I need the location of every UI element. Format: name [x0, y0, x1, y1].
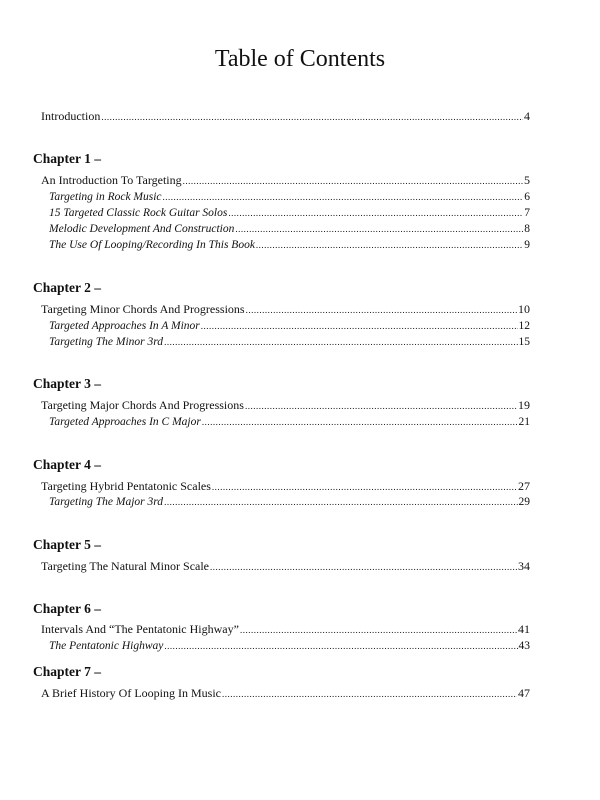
chapter-1-heading: Chapter 1 –: [33, 151, 102, 166]
dot-leader: [201, 318, 518, 334]
page-title: Table of Contents: [214, 46, 386, 72]
toc-entry-introduction[interactable]: [41, 108, 530, 125]
chapter-6-heading: Chapter 6 –: [33, 601, 102, 616]
dot-leader: [183, 173, 523, 189]
toc-page-number: 9: [524, 239, 530, 251]
toc-entry-label: An Introduction To Targeting: [41, 173, 182, 187]
dot-leader: [212, 479, 517, 495]
toc-entry-label: Intervals And “The Pentatonic Highway”: [41, 622, 239, 636]
toc-entry-chapter-4[interactable]: [41, 478, 530, 495]
toc-page-number: 7: [524, 207, 530, 219]
chapter-7-heading: Chapter 7 –: [33, 664, 102, 679]
toc-subentry[interactable]: [49, 414, 530, 430]
chapter-4-heading: Chapter 4 –: [33, 457, 102, 472]
dot-leader: [164, 494, 517, 510]
toc-page-number: 47: [518, 686, 530, 700]
toc-entry-chapter-7[interactable]: [41, 685, 530, 702]
dot-leader: [101, 109, 523, 125]
toc-entry-chapter-2[interactable]: [41, 301, 530, 318]
toc-entry-label: Targeted Approaches In A Minor: [49, 320, 200, 332]
toc-entry-label: Targeting Hybrid Pentatonic Scales: [41, 479, 211, 493]
dot-leader: [240, 622, 517, 638]
toc-subentry[interactable]: [49, 318, 530, 334]
dot-leader: [163, 189, 524, 205]
toc-entry-label: Targeting The Natural Minor Scale: [41, 559, 209, 573]
toc-subentry[interactable]: [49, 494, 530, 510]
toc-page-number: 15: [518, 336, 530, 348]
toc-page-number: 29: [518, 496, 530, 508]
toc-subentry[interactable]: [49, 189, 530, 205]
toc-entry-label: Targeted Approaches In C Major: [49, 416, 201, 428]
toc-entry-chapter-5[interactable]: [41, 558, 530, 575]
toc-entry-label: 15 Targeted Classic Rock Guitar Solos: [49, 207, 228, 219]
dot-leader: [164, 334, 517, 350]
toc-page-number: 21: [518, 416, 530, 428]
toc-page-number: 6: [524, 191, 530, 203]
dot-leader: [245, 398, 517, 414]
toc-entry-label: Targeting Minor Chords And Progressions: [41, 302, 245, 316]
toc-page-number: 4: [524, 109, 530, 123]
toc-entry-label: Introduction: [41, 109, 101, 123]
toc-page-number: 10: [518, 302, 530, 316]
toc-entry-chapter-6[interactable]: [41, 621, 530, 638]
toc-page-number: 5: [524, 173, 530, 187]
toc-page-number: 12: [518, 320, 530, 332]
toc-entry-label: Targeting The Minor 3rd: [49, 336, 164, 348]
toc-entry-chapter-3[interactable]: [41, 397, 530, 414]
toc-page-number: 41: [518, 622, 530, 636]
toc-entry-label: Melodic Development And Construction: [49, 223, 235, 235]
toc-entry-label: Targeting in Rock Music: [49, 191, 162, 203]
toc-entry-chapter-1[interactable]: [41, 172, 530, 189]
dot-leader: [246, 302, 517, 318]
chapter-3-heading: Chapter 3 –: [33, 376, 102, 391]
chapter-5-heading: Chapter 5 –: [33, 537, 102, 552]
toc-page-number: 19: [518, 398, 530, 412]
toc-subentry[interactable]: [49, 237, 530, 253]
toc-entry-label: The Pentatonic Highway: [49, 640, 164, 652]
toc-page-number: 8: [524, 223, 530, 235]
toc-subentry[interactable]: [49, 638, 530, 654]
toc-subentry[interactable]: [49, 334, 530, 350]
toc-page-number: 43: [518, 640, 530, 652]
toc-entry-label: The Use Of Looping/Recording In This Book: [49, 239, 255, 251]
dot-leader: [210, 559, 517, 575]
toc-page-number: 27: [518, 479, 530, 493]
chapter-2-heading: Chapter 2 –: [33, 280, 102, 295]
dot-leader: [228, 205, 523, 221]
toc-entry-label: Targeting The Major 3rd: [49, 496, 164, 508]
toc-entry-label: Targeting Major Chords And Progressions: [41, 398, 244, 412]
toc-entry-label: A Brief History Of Looping In Music: [41, 686, 221, 700]
toc-subentry[interactable]: [49, 205, 530, 221]
dot-leader: [164, 638, 517, 654]
toc-page-number: 34: [518, 559, 530, 573]
dot-leader: [235, 221, 523, 237]
toc-subentry[interactable]: [49, 221, 530, 237]
dot-leader: [222, 686, 517, 702]
dot-leader: [202, 414, 518, 430]
dot-leader: [256, 237, 523, 253]
